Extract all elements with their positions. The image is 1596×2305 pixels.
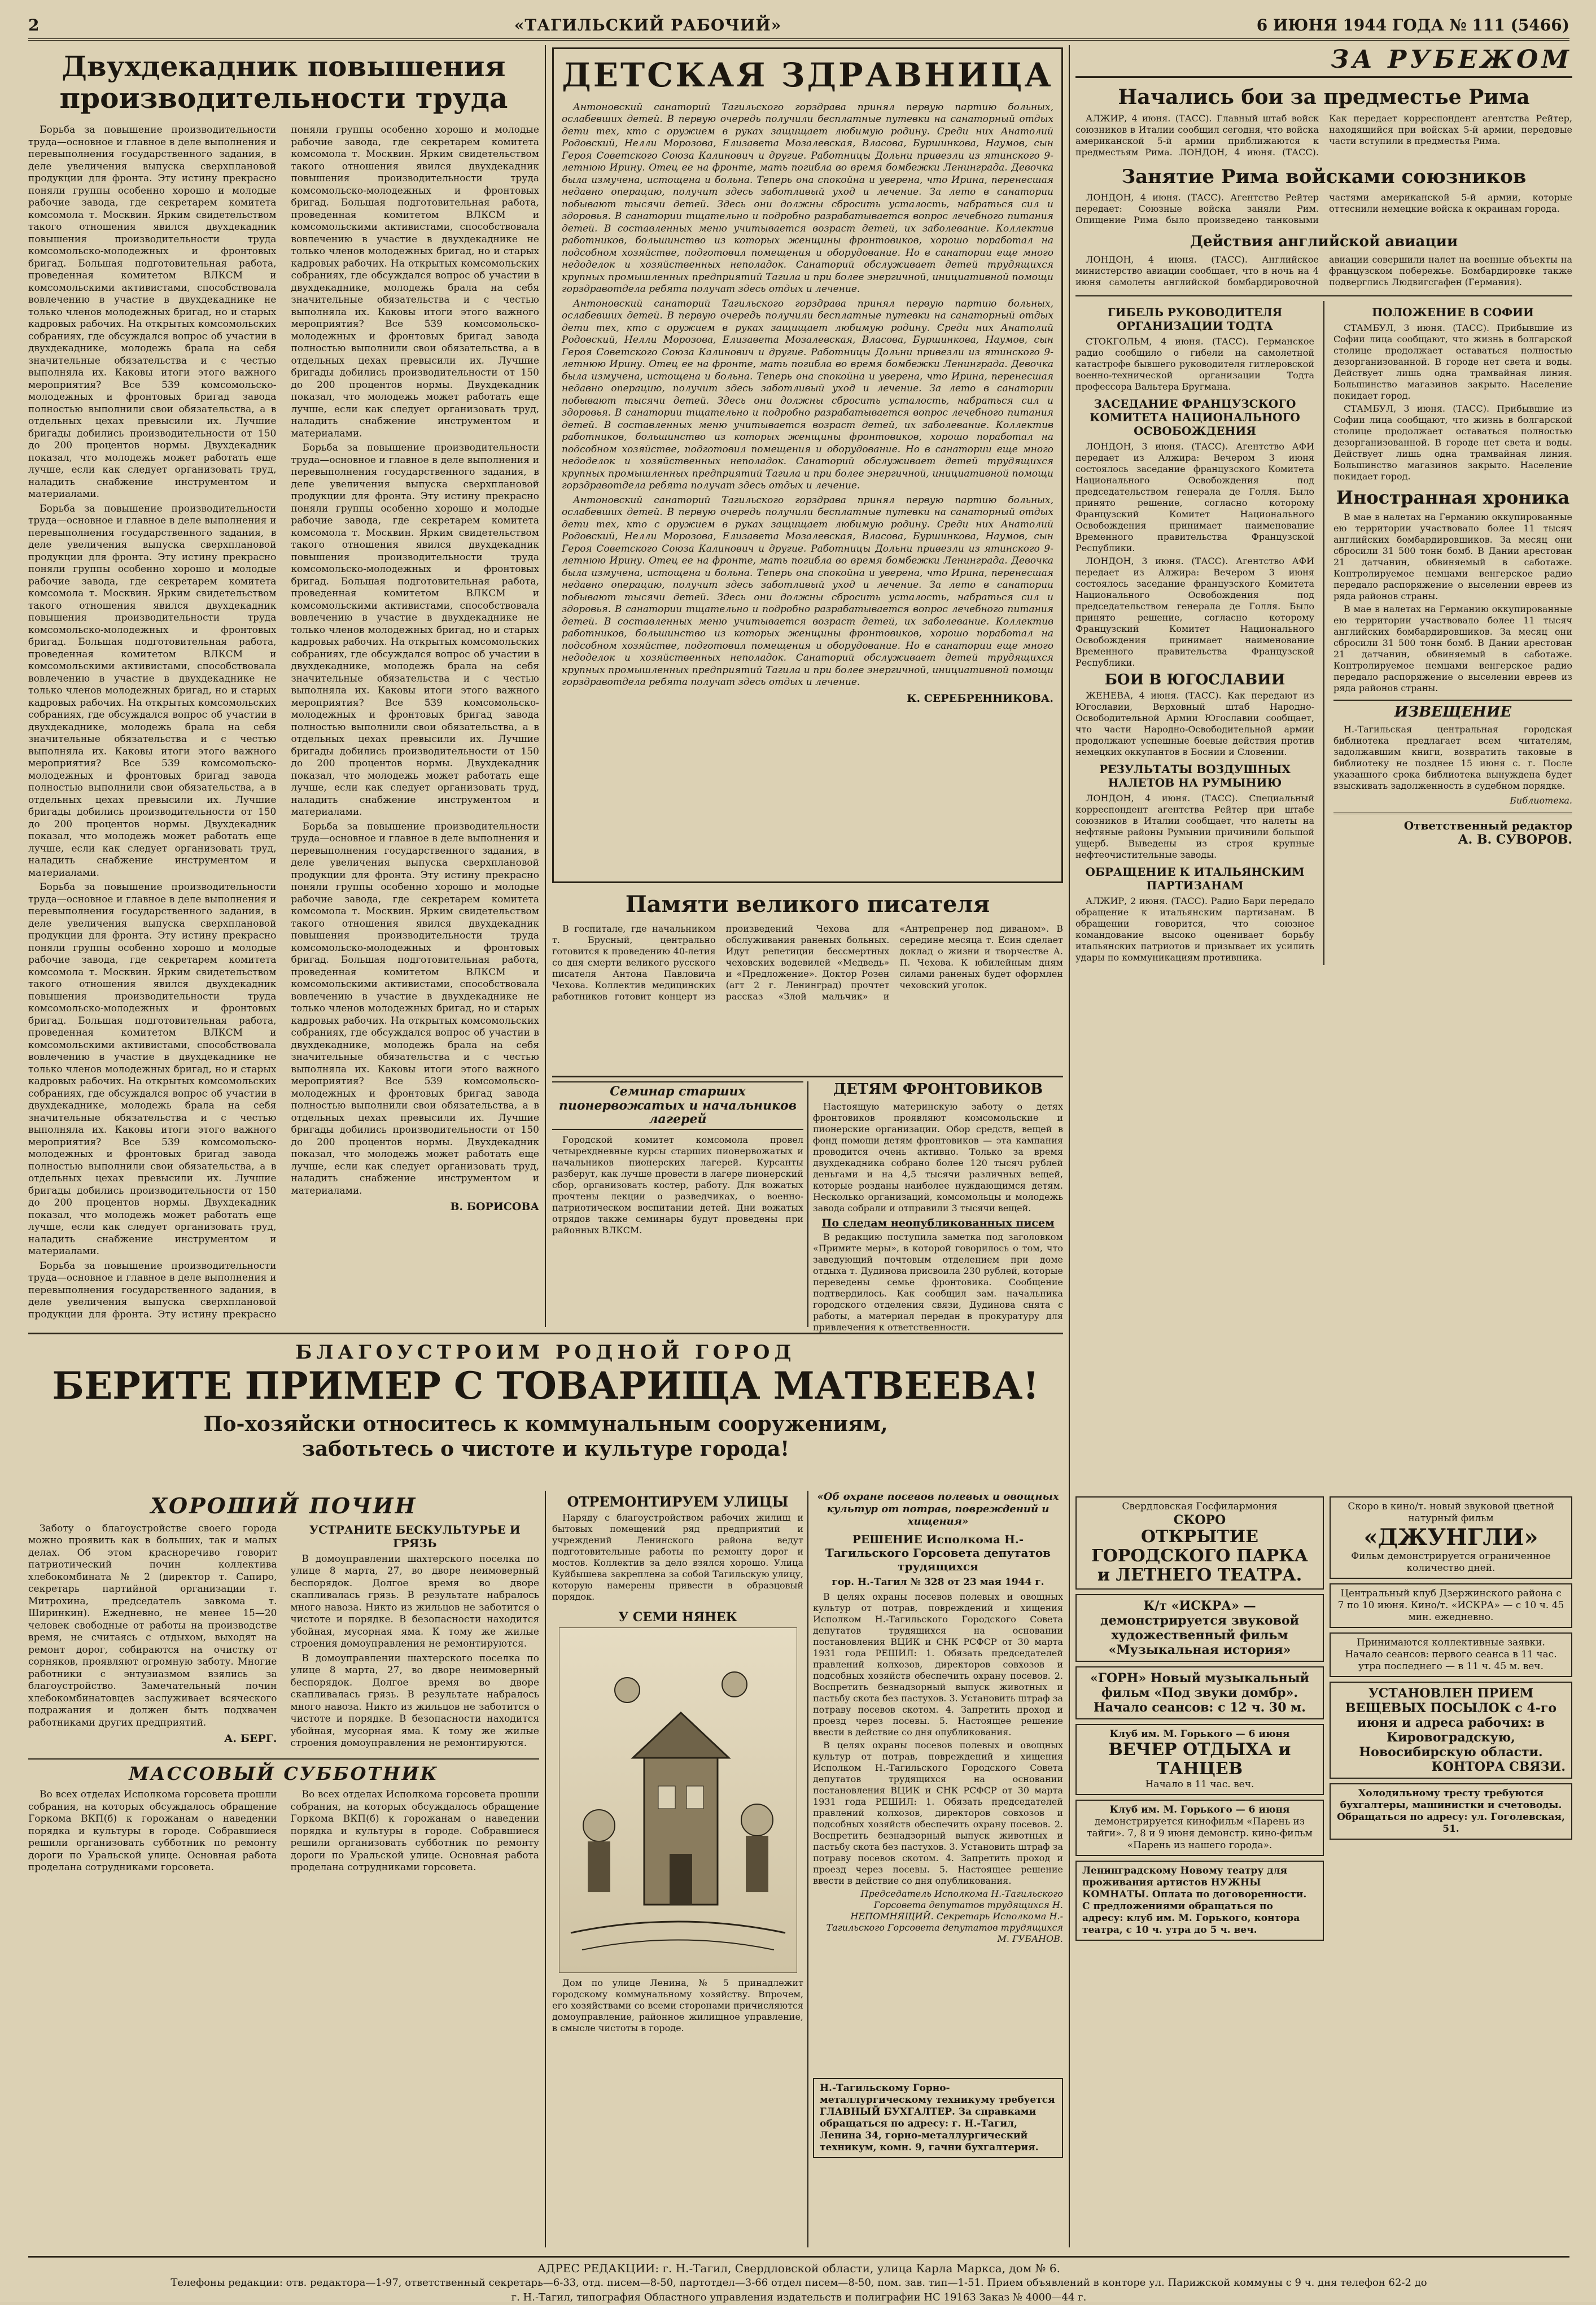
- article-zdravnica: [552, 47, 1063, 883]
- ad-vacancy-2: [1075, 1861, 1324, 1941]
- ad-gorn-text: «ГОРН» Новый музыкальный фильм «Под звуки домбр». Начало сеансов: с 12 ч. 30 м.: [1090, 1671, 1309, 1715]
- ad-dzhungli-title: «ДЖУНГЛИ»: [1363, 1524, 1538, 1551]
- reshenie-date: гор. Н.-Тагил № 328 от 23 мая 1944 г.: [832, 1577, 1044, 1588]
- subbotnik-body-continued: Во всех отделах Исполкома горсовета прошли собрания, на которых обсуждалось обращение Горкома ВКП(б) к горожанам о наведении порядка и культуры в городе. Собравшиеся решили организовать субботник по ремонту дороги по Уральской улице. Основная работа проделана сотрудниками горсовета.: [290, 1789, 539, 1874]
- signal-body: В редакцию поступила заметка под заголовком «Примите меры», в которой говорилось о том, что заведующий почтовым отделением при доме отдыха т. Дудинова присвоила 230 рублей, которые переведены семье фронтовика. Сообщение подтвердилось. Как сообщил зам. начальника городского отделения связи, Дудинова снята с работы, а материал передан в прокуратуру для привлечения к ответственности.: [813, 1232, 1063, 1333]
- pochin-title: ХОРОШИЙ ПОЧИН: [150, 1493, 417, 1518]
- ad-kollektiv: [1330, 1632, 1572, 1677]
- ustranit-body-continued: В домоуправлении шахтерского поселка по улице 8 марта, 27, во дворе неимоверный беспорядок. Долгое время во дворе скапливалась грязь. В результате набралось много навоза. Никто из жильцов не заботится о чистоте и порядке. В безопасности находится убойная, мусорная яма. К тому же жилые строения домоуправления не ремонтируются.: [290, 1652, 539, 1749]
- article-title: Двухдекадник повышения производительности труда: [59, 50, 508, 115]
- subbotnik-body: Во всех отделах Исполкома горсовета прошли собрания, на которых обсуждалось обращение Горкома ВКП(б) к горожанам о наведении порядка и культуры в городе. Собравшиеся решили организовать субботник по ремонту дороги по Уральской улице. Основная работа проделана сотрудниками горсовета.: [28, 1789, 277, 1874]
- pochin-body: Заботу о благоустройстве своего города можно проявить как в больших, так и малых делах. Об этом красноречиво говорит патриотический почин коллектива хлебокомбината № 2 (директор т. Сапиро, секретарь партийной организации т. Митрохина, председатель завкома т. Ширинкин). Ежедневно, не менее 15—20 человек свободные от работы на производстве время, не считаясь с отдыхом, выходят на ремонт дорог, собираются на очистку от сорняков, проявляют огромную заботу. Многие работники с энтузиазмом взялись за благоустройство. Замечательный почин хлебокомбинатовцев заслуживает всяческого подражания и должен быть подхвачен работниками других предприятий.: [28, 1522, 277, 1728]
- article-dvuhdekadnik: [28, 45, 539, 1327]
- right-subcolumn: [1333, 301, 1572, 965]
- banner-top-rule: [28, 1333, 1063, 1334]
- foreign-section: [1075, 45, 1572, 1491]
- zanyatie-body: ЛОНДОН, 4 июня. (ТАСС). Агентство Рейтер передает: Союзные войска заняли Рим. Опищение Рима было произведено танковыми частями американской 5-й армии, которые оттеснили немецкие войска к окраинам города.: [1075, 192, 1572, 226]
- vacancy-ad-1: [813, 2078, 1063, 2247]
- article-byline: В. БОРИСОВА: [450, 1200, 539, 1213]
- illustration-title: У СЕМИ НЯНЕК: [618, 1610, 737, 1625]
- ustranit-title: УСТРАНИТЕ БЕСКУЛЬТУРЬЕ И ГРЯЗЬ: [309, 1522, 521, 1550]
- banner-title: БЕРИТЕ ПРИМЕР С ТОВАРИЩА МАТВЕЕВА!: [52, 1364, 1039, 1408]
- reshenie-kicker: «Об охране посевов полевых и овощных культур от потрав, повреждений и хищения»: [817, 1491, 1059, 1527]
- article-pamyat: [552, 892, 1063, 1073]
- nalety-title: РЕЗУЛЬТАТЫ ВОЗДУШНЫХ НАЛЕТОВ НА РУМЫНИЮ: [1099, 762, 1291, 789]
- footer-printer: г. Н.-Тагил, типография Областного управления издательств и полиграфии НС 19163 Заказ № 4000—44 г.: [511, 2291, 1087, 2303]
- vacancy-1-text: Н.-Тагильскому Горно-металлургическому техникуму требуется ГЛАВНЫЙ БУХГАЛТЕР. За справками обращаться по адресу: г. Н.-Тагил, Ленина 34, горно-металлургический техникум, комн. 9, гачни бухгалтерия.: [820, 2083, 1055, 2153]
- reshenie-body: В целях охраны посевов полевых и овощных культур от потрав, повреждений и хищения Исполком Н.-Тагильского Городского Совета депутатов трудящихся на основании постановления ВЦИК и СНК РСФСР от 30 марта 1931 года РЕШИЛ: 1. Обязать председателей правлений колхозов, директоров совхозов и подсобных хозяйств обеспечить охрану посевов. 2. Воспретить безнадзорный выпуск животных и пастьбу скота без пастухов. 3. Установить штраф за потраву посевов скотом. 4. Запретить проход и проезд через посевы. 5. Настоящее решение ввести в действие со дня опубликования.: [813, 1591, 1063, 1738]
- otremontiruem-title: ОТРЕМОНТИРУЕМ УЛИЦЫ: [567, 1494, 789, 1510]
- article-body-continued-4: Борьба за повышение производительности труда—основное и главное в деле выполнения и перевыполнения государственного задания, в деле увеличения выпуска сверхплановой продукции для фронта. Эту истину прекрасно поняли группы особенно хорошо и молодые рабочие завода, где секретарем комитета комсомола т. Москвин. Ярким свидетельством такого отношения явился двухдекадник повышения производительности труда комсомольско-молодежных и фронтовых бригад. Большая подготовительная работа, проведенная комитетом ВЛКСМ и комсомольскими активистами, способствовала вовлечению в участие в двухдекаднике не только членов молодежных бригад, но и старых кадровых рабочих. На открытых комсомольских собраниях, где обсуждался вопрос об участии в двухдекаднике, молодежь брала на себя значительные обязательства и с честью выполняла их. Каковы итоги этого важного мероприятия? Все 539 комсомольско-молодежных и фронтовых бригад завода полностью выполнили свои обязательства, а в отдельных цехах превысили их. Лучшие бригады добились производительности от 150 до 200 процентов нормы. Двухдекадник показал, что молодежь может работать еще лучше, если как следует организовать труд, наладить снабжение инструментом и материалами.: [291, 442, 539, 818]
- ustranit-body: В домоуправлении шахтерского поселка по улице 8 марта, 27, во дворе неимоверный беспорядок. Долгое время во дворе скапливалась грязь. В результате набралось много навоза. Никто из жильцов не заботится о чистоте и порядке. В безопасности находится убойная, мусорная яма. К тому же жилые строения домоуправления не ремонтируются.: [290, 1553, 539, 1650]
- ad-posylki-text: УСТАНОВЛЕН ПРИЕМ ВЕЩЕВЫХ ПОСЫЛОК с 4-го июня и адреса рабочих: в Кировоградскую, Новосибирскую области.: [1345, 1686, 1557, 1760]
- issue-date: 6 ИЮНЯ 1944 ГОДА № 111 (5466): [1256, 15, 1569, 34]
- cartoon-drawing: [559, 1628, 797, 1972]
- ad-posylki: [1330, 1682, 1572, 1779]
- ad-klub-1-event: ВЕЧЕР ОТДЫХА и ТАНЦЕВ: [1108, 1740, 1291, 1779]
- ad-dzhungli-pre: Скоро в кино/т. новый звуковой цветной натурный фильм: [1348, 1501, 1554, 1524]
- article-deti: [813, 1081, 1063, 1333]
- aviacia-body: ЛОНДОН, 4 июня. (ТАСС). Английское министерство авиации сообщает, что в ночь на 4 июня самолеты английской бомбардировочной авиации совершили налет на военные объекты на французском побережье. Бомбардировке также подверглись Людвигсгафен (Германия).: [1075, 254, 1572, 287]
- ad-klub-dzer-text: Центральный клуб Дзержинского района с 7 по 10 июня. Кино/т. «ИСКРА» — с 10 ч. 45 мин. ежедневно.: [1337, 1588, 1564, 1623]
- cartoon-image: [559, 1627, 797, 1973]
- article-seminar: [552, 1081, 803, 1327]
- page-number: 2: [28, 15, 40, 34]
- article-body-continued-3: Борьба за повышение производительности труда—основное и главное в деле выполнения и перевыполнения государственного задания, в деле увеличения выпуска сверхплановой продукции для фронта. Эту истину прекрасно поняли группы особенно хорошо и молодые рабочие завода, где секретарем комитета комсомола т. Москвин. Ярким свидетельством такого отношения явился двухдекадник повышения производительности труда комсомольско-молодежных и фронтовых бригад. Большая подготовительная работа, проведенная комитетом ВЛКСМ и комсомольскими активистами, способствовала вовлечению в участие в двухдекаднике не только членов молодежных бригад, но и старых кадровых рабочих. На открытых комсомольских собраниях, где обсуждался вопрос об участии в двухдекаднике, молодежь брала на себя значительные обязательства и с честью выполняла их. Каковы итоги этого важного мероприятия? Все 539 комсомольско-молодежных и фронтовых бригад завода полностью выполнили свои обязательства, а в отдельных цехах превысили их. Лучшие бригады добились производительности от 150 до 200 процентов нормы. Двухдекадник показал, что молодежь может работать еще лучше, если как следует организовать труд, наладить снабжение инструментом и материалами.: [28, 124, 539, 1320]
- vacancy-2-text: Ленинградскому Новому театру для проживания артистов НУЖНЫ КОМНАТЫ. Оплата по договоренности. С предложениями обращаться по адресу: клуб им. М. Горького, контора театра, с 10 ч. утра до 5 ч. веч.: [1082, 1865, 1307, 1936]
- reshenie: [813, 1491, 1063, 2072]
- nalety-body: ЛОНДОН, 4 июня. (ТАСС). Специальный корреспондент агентства Рейтер при штабе союзников в Италии сообщает, что налеты на нефтяные районы Румынии причинили большой ущерб. Выведены из строя крупные нефтеочистительные заводы.: [1075, 793, 1314, 860]
- ad-buhgalter: [1330, 1783, 1572, 1840]
- reshenie-signature: Председатель Исполкома Н.-Тагильского Горсовета депутатов трудящихся Н. НЕПОМНЯЩИЙ. Секретарь Исполкома Н.-Тагильского Горсовета депутатов трудящихся М. ГУБАНОВ.: [826, 1888, 1063, 1944]
- article-body-continued: Антоновский санаторий Тагильского горздрава принял первую партию больных, ослабевших детей. В первую очередь получили бесплатные путевки на санаторный отдых дети тех, кто с оружием в руках защищает любимую родину. Среди них Анатолий Родовский, Нелли Морозова, Елизавета Мозалевская, Власова, Буршинкова, Наумов, сын Героя Советского Союза Калинович и другие. Работницы Дольни привезли из ятинского 9-летнюю Ирину. Отец ее на фронте, мать погибла во время бомбежки Ленинграда. Девочка была измучена, истощена и больна. Теперь она спокойна и уверена, что Ирина, перенесшая недавно операцию, получит здесь заботливый уход и лечение. За лето в санатории побывают тысячи детей. Здесь они должны сбросить усталость, набраться сил и здоровья. В санатории тщательно и подробно разрабатывается вопрос лечебного питания детей. В составленных меню учитывается возраст детей, их заболевание. Коллектив работников, большинство из которых женщины фронтовиков, хорошо поработал на подсобном хозяйстве, подготовил помещения и оборудование. Но в санатории еще много недоделок и хозяйственных неполадок. Санаторий обслуживает детей трудящихся крупных промышленных предприятий Тагила и при более энергичной, инициативной помощи горздравотдела ребята получат здесь отдых и лечение.: [562, 298, 1053, 492]
- ad-klub-2-title: Клуб им. М. Горького — 6 июня: [1109, 1804, 1290, 1815]
- reshenie-title: РЕШЕНИЕ Исполкома Н.-Тагильского Горсовета депутатов трудящихся: [825, 1533, 1051, 1573]
- aviacia-title: Действия английской авиации: [1190, 233, 1458, 251]
- pochin-byline: А. БЕРГ.: [224, 1732, 277, 1745]
- editor-name: А. В. СУВОРОВ.: [1458, 832, 1572, 847]
- ad-klub-1-time: Начало в 11 час. веч.: [1145, 1779, 1254, 1790]
- chronika-title: Иностранная хроника: [1336, 487, 1570, 508]
- article-body: Городской комитет комсомола провел четырехдневные курсы старших пионервожатых и начальников пионерских лагерей. Курсанты разберут, как лучше провести в лагере пионерский сбор, организовать костер, работу. Для вожатых прочтены лекции о разведчиках, о военно-патриотическом воспитании детей. Дни вожатых отрядов также семинары будут проведены при районных ВЛКСМ.: [552, 1134, 803, 1236]
- column-rule: [545, 45, 546, 1327]
- article-body: Настоящую материнскую заботу о детях фронтовиков проявляют комсомольские и пионерские организации. Обор средств, вещей в фонд помощи детям фронтовиков — эта кампания проводится очень активно. Только за время двухдекадника собрано более 120 тысяч рублей деньгами и на 4,5 тысячи различных вещей, которые розданы наиболее нуждающимся детям. Несколько организаций, комсомольцы и молодежь завода собрали и отправили 3 тысячи вещей.: [813, 1101, 1063, 1214]
- article-body: Антоновский санаторий Тагильского горздрава принял первую партию больных, ослабевших детей. В первую очередь получили бесплатные путевки на санаторный отдых дети тех, кто с оружием в руках защищает любимую родину. Среди них Анатолий Родовский, Нелли Морозова, Елизавета Мозалевская, Власова, Буршинкова, Наумов, сын Героя Советского Союза Калинович и другие. Работницы Дольни привезли из ятинского 9-летнюю Ирину. Отец ее на фронте, мать погибла во время бомбежки Ленинграда. Девочка была измучена, истощена и больна. Теперь она спокойна и уверена, что Ирина, перенесшая недавно операцию, получит здесь заботливый уход и лечение. За лето в санатории побывают тысячи детей. Здесь они должны сбросить усталость, набраться сил и здоровья. В санатории тщательно и подробно разрабатывается вопрос лечебного питания детей. В составленных меню учитывается возраст детей, их заболевание. Коллектив работников, большинство из которых женщины фронтовиков, хорошо поработал на подсобном хозяйстве, подготовил помещения и оборудование. Но в санатории еще много недоделок и хозяйственных неполадок. Санаторий обслуживает детей трудящихся крупных промышленных предприятий Тагила и при более энергичной, инициативной помощи горздравотдела ребята получат здесь отдых и лечение.: [562, 101, 1053, 295]
- article-title: Семинар старших пионервожатых и начальников лагерей: [552, 1081, 803, 1130]
- rim-title: Начались бои за предместье Рима: [1118, 85, 1530, 109]
- sofia-body-continued: СТАМБУЛ, 3 июня. (ТАСС). Прибывшие из Софии лица сообщают, что жизнь в болгарской столице продолжает оставаться полностью дезорганизованной. В городе нет света и воды. Действует лишь одна трамвайная линия. Большинство магазинов закрыто. Население покидает город.: [1333, 403, 1572, 482]
- remont-illustration: [552, 1491, 803, 2247]
- izveshenie-title: ИЗВЕЩЕНИЕ: [1333, 700, 1572, 721]
- ad-dzhungli-post: Фильм демонстрируется ограниченное количество дней.: [1351, 1551, 1551, 1574]
- ad-dzhungli: [1330, 1496, 1572, 1579]
- article-title: Памяти великого писателя: [625, 891, 990, 918]
- column-rule: [545, 1491, 546, 2247]
- ad-iskra-text: К/т «ИСКРА» — демонстрируется звуковой художественный фильм «Музыкальная история»: [1100, 1599, 1299, 1657]
- ad-kollektiv-text: Принимаются коллективные заявки. Начало сеансов: первого сеанса в 11 час. утра последнего — в 11 ч. 45 м. веч.: [1345, 1637, 1557, 1672]
- article-body-continued: Борьба за повышение производительности труда—основное и главное в деле выполнения и перевыполнения государственного задания, в деле увеличения выпуска сверхплановой продукции для фронта. Эту истину прекрасно поняли группы особенно хорошо и молодые рабочие завода, где секретарем комитета комсомола т. Москвин. Ярким свидетельством такого отношения явился двухдекадник повышения производительности труда комсомольско-молодежных и фронтовых бригад. Большая подготовительная работа, проведенная комитетом ВЛКСМ и комсомольскими активистами, способствовала вовлечению в участие в двухдекаднике не только членов молодежных бригад, но и старых кадровых рабочих. На открытых комсомольских собраниях, где обсуждался вопрос об участии в двухдекаднике, молодежь брала на себя значительные обязательства и с честью выполняла их. Каковы итоги этого важного мероприятия? Все 539 комсомольско-молодежных и фронтовых бригад завода полностью выполнили свои обязательства, а в отдельных цехах превысили их. Лучшие бригады добились производительности от 150 до 200 процентов нормы. Двухдекадник показал, что молодежь может работать еще лучше, если как следует организовать труд, наладить снабжение инструментом и материалами.: [28, 503, 277, 879]
- ad-klub-1: [1075, 1724, 1324, 1795]
- rim-body: АЛЖИР, 4 июня. (ТАСС). Главный штаб войск союзников в Италии сообщил сегодня, что войска американской 5-й армии приближаются к предместьям Рима. ЛОНДОН, 4 июня. (ТАСС). Как передает корреспондент агентства Рейтер, находящийся при войсках 5-й армии, передовые части вступили в предместья Рима.: [1075, 113, 1572, 158]
- page-footer: [28, 2256, 1569, 2305]
- section-rule: [552, 1076, 1063, 1077]
- izveshenie-signature: Библиотека.: [1510, 794, 1572, 806]
- article-body-continued-5: Борьба за повышение производительности труда—основное и главное в деле выполнения и перевыполнения государственного задания, в деле увеличения выпуска сверхплановой продукции для фронта. Эту истину прекрасно поняли группы особенно хорошо и молодые рабочие завода, где секретарем комитета комсомола т. Москвин. Ярким свидетельством такого отношения явился двухдекадник повышения производительности труда комсомольско-молодежных и фронтовых бригад. Большая подготовительная работа, проведенная комитетом ВЛКСМ и комсомольскими активистами, способствовала вовлечению в участие в двухдекаднике не только членов молодежных бригад, но и старых кадровых рабочих. На открытых комсомольских собраниях, где обсуждался вопрос об участии в двухдекаднике, молодежь брала на себя значительные обязательства и с честью выполняла их. Каковы итоги этого важного мероприятия? Все 539 комсомольско-молодежных и фронтовых бригад завода полностью выполнили свои обязательства, а в отдельных цехах превысили их. Лучшие бригады добились производительности от 150 до 200 процентов нормы. Двухдекадник показал, что молодежь может работать еще лучше, если как следует организовать труд, наладить снабжение инструментом и материалами.: [291, 820, 539, 1197]
- column-rule: [1069, 1491, 1070, 2247]
- ad-klub-2-text: демонстрируется кинофильм «Парень из тайги». 7, 8 и 9 июня демонстр. кино-фильм «Парень из нашего города».: [1087, 1816, 1313, 1851]
- otremontiruem-body: Наряду с благоустройством рабочих жилищ и бытовых помещений ряд предприятий и учреждений Ленинского района ведут подготовительные работы по ремонту дорог и мостов. Коллектив за дело взялся хорошо. Улица Куйбышева закреплена за собой Тагильскую улицу, которую намерены привести в образцовый порядок.: [552, 1512, 803, 1602]
- ad-klub-dzer: [1330, 1583, 1572, 1628]
- ad-klub-2: [1075, 1800, 1324, 1856]
- masthead: [28, 11, 1569, 41]
- article-title: ДЕТСКАЯ ЗДРАВНИЦА: [562, 56, 1053, 94]
- subbotnik-title: МАССОВЫЙ СУББОТНИК: [28, 1758, 539, 1784]
- gibel-title: ГИБЕЛЬ РУКОВОДИТЕЛЯ ОРГАНИЗАЦИИ ТОДТА: [1107, 305, 1283, 333]
- zasedanie-body-continued: ЛОНДОН, 3 июня. (ТАСС). Агентство АФИ передает из Алжира: Вечером 3 июня состоялось заседание французского Комитета Национального Освобождения под председательством генерала де Голля. Было принято решение, согласно которому Французский Комитет Национального Освобождения принимает наименование Временного правительства Французской Республики.: [1075, 556, 1314, 668]
- footer-phones: Телефоны редакции: отв. редактора—1-97, ответственный секретарь—6-33, отд. писем—8-50, партотдел—3-66 отдел писем—8-50, пом. зав. тип—1-51. Прием объявлений в конторе ул. Парижской коммуны с 9 ч. дня телефон 62-2 до: [170, 2277, 1427, 2289]
- article-byline: К. СЕРЕБРЕННИКОВА.: [907, 692, 1053, 705]
- ad-buhgalter-text: Холодильному тресту требуются бухгалтеры, машинистки и счетоводы. Обращаться по адресу: ул. Гоголевская, 51.: [1337, 1788, 1565, 1835]
- yugoslavia-body: ЖЕНЕВА, 4 июня. (ТАСС). Как передают из Югославии, Верховный штаб Народно-Освободительной Армии Югославии сообщает, что части Народно-Освободительной армии продолжают успешные боевые действия против немецких оккупантов в Боснии и Словении.: [1075, 690, 1314, 757]
- ad-gorn: [1075, 1666, 1324, 1719]
- article-body-continued-2: Антоновский санаторий Тагильского горздрава принял первую партию больных, ослабевших детей. В первую очередь получили бесплатные путевки на санаторный отдых дети тех, кто с оружием в руках защищает любимую родину. Среди них Анатолий Родовский, Нелли Морозова, Елизавета Мозалевская, Власова, Буршинкова, Наумов, сын Героя Советского Союза Калинович и другие. Работницы Дольни привезли из ятинского 9-летнюю Ирину. Отец ее на фронте, мать погибла во время бомбежки Ленинграда. Девочка была измучена, истощена и больна. Теперь она спокойна и уверена, что Ирина, перенесшая недавно операцию, получит здесь заботливый уход и лечение. За лето в санатории побывают тысячи детей. Здесь они должны сбросить усталость, набраться сил и здоровья. В санатории тщательно и подробно разрабатывается вопрос лечебного питания детей. В составленных меню учитывается возраст детей, их заболевание. Коллектив работников, большинство из которых женщины фронтовиков, хорошо поработал на подсобном хозяйстве, подготовил помещения и оборудование. Но в санатории еще много недоделок и хозяйственных неполадок. Санаторий обслуживает детей трудящихся крупных промышленных предприятий Тагила и при более энергичной, инициативной помощи горздравотдела ребята получат здесь отдых и лечение.: [562, 494, 1053, 688]
- illustration-caption: Дом по улице Ленина, № 5 принадлежит городскому коммунальному хозяйству. Впрочем, его хозяйствами со всеми сторонами причисляются домоуправление, районное жилищное управление, в смысле чистоты в городе.: [552, 1977, 803, 2033]
- column-rule: [1069, 45, 1070, 1491]
- column-rule: [807, 1081, 808, 1327]
- chronika-body-continued: В мае в налетах на Германию оккупированные ею территории участвовало более 11 тысяч английских бомбардировщиков. За месяц они сбросили 31 500 тонн бомб. В Дании арестован 21 датчанин, обвиняемый в саботаже. Контролируемое немцами венгерское радио передало распоряжение о выселении евреев из ряда районов страны.: [1333, 603, 1572, 693]
- signal-title: По следам неопубликованных писем: [821, 1217, 1055, 1230]
- ad-filarmonia: [1075, 1496, 1324, 1590]
- sofia-title: ПОЛОЖЕНИЕ В СОФИИ: [1372, 305, 1534, 319]
- yugoslavia-title: БОИ В ЮГОСЛАВИИ: [1104, 671, 1285, 688]
- editor-label: Ответственный редактор: [1403, 818, 1572, 832]
- city-articles: [28, 1491, 539, 2247]
- article-title: ДЕТЯМ ФРОНТОВИКОВ: [833, 1081, 1043, 1098]
- gibel-body: СТОКГОЛЬМ, 4 июня. (ТАСС). Германское радио сообщило о гибели на самолетной катастрофе бывшего руководителя гитлеровской военно-технической организации Тодта профессора Вальтера Бругмана.: [1075, 336, 1314, 392]
- ad-sgf-title: ОТКРЫТИЕ ГОРОДСКОГО ПАРКА и ЛЕТНЕГО ТЕАТРА.: [1091, 1527, 1308, 1585]
- section-title: ЗА РУБЕЖОМ: [1075, 45, 1572, 78]
- article-body-continued-2: Борьба за повышение производительности труда—основное и главное в деле выполнения и перевыполнения государственного задания, в деле увеличения выпуска сверхплановой продукции для фронта. Эту истину прекрасно поняли группы особенно хорошо и молодые рабочие завода, где секретарем комитета комсомола т. Москвин. Ярким свидетельством такого отношения явился двухдекадник повышения производительности труда комсомольско-молодежных и фронтовых бригад. Большая подготовительная работа, проведенная комитетом ВЛКСМ и комсомольскими активистами, способствовала вовлечению в участие в двухдекаднике не только членов молодежных бригад, но и старых кадровых рабочих. На открытых комсомольских собраниях, где обсуждался вопрос об участии в двухдекаднике, молодежь брала на себя значительные обязательства и с честью выполняла их. Каковы итоги этого важного мероприятия? Все 539 комсомольско-молодежных и фронтовых бригад завода полностью выполнили свои обязательства, а в отдельных цехах превысили их. Лучшие бригады добились производительности от 150 до 200 процентов нормы. Двухдекадник показал, что молодежь может работать еще лучше, если как следует организовать труд, наладить снабжение инструментом и материалами.: [28, 881, 277, 1257]
- zanyatie-title: Занятие Рима войсками союзников: [1121, 165, 1527, 189]
- obrashenie-body: АЛЖИР, 2 июня. (ТАСС). Радио Бари передало обращение к итальянским партизанам. В обращении говорится, что союзное командование высоко оценивает борьбу итальянских патриотов и призывает их усилить удары по коммуникациям противника.: [1075, 896, 1314, 963]
- ad-klub-1-title: Клуб им. М. Горького — 6 июня: [1109, 1728, 1290, 1740]
- chronika-body: В мае в налетах на Германию оккупированные ею территории участвовало более 11 тысяч английских бомбардировщиков. За месяц они сбросили 31 500 тонн бомб. В Дании арестован 21 датчанин, обвиняемый в саботаже. Контролируемое немцами венгерское радио передало распоряжение о выселении евреев из ряда районов страны.: [1333, 511, 1572, 601]
- article-body: В госпитале, где начальником т. Брусный, центрально готовится к проведению 40-летия со дня смерти великого русского писателя Антона Павловича Чехова. Коллектив медицинских работников готовит концерт из произведений Чехова для обслуживания раненых больных. Идут репетиции бессмертных чеховских водевилей «Медведь» и «Предложение». Доктор Розен (агт 2 г. Ленинград) прочтет рассказ «Злой мальчик» и «Антрепренер под диваном». В середине месяца т. Есин сделает доклад о жизни и творчестве А. П. Чехова. К юбилейным дням силами раненых будет оформлен чеховский уголок.: [552, 923, 1063, 1002]
- obrashenie-title: ОБРАЩЕНИЕ К ИТАЛЬЯНСКИМ ПАРТИЗАНАМ: [1085, 865, 1305, 892]
- ad-sgf-soon: СКОРО: [1173, 1513, 1226, 1527]
- ads-column-left: [1075, 1496, 1324, 2247]
- banner-subtitle: По-хозяйски относитесь к коммунальным сооружениям, заботьтесь о чистоте и культуре города!: [203, 1412, 888, 1461]
- ad-sgf-label: Свердловская Госфилармония: [1122, 1501, 1278, 1512]
- izveshenie-body: Н.-Тагильская центральная городская библиотека предлагает всем читателям, задолжавшим книги, возвратить таковые в библиотеку не позднее 15 июня с. г. После указанного срока библиотека вынуждена будет взыскивать задолженность в судебном порядке.: [1333, 723, 1572, 791]
- footer-address: АДРЕС РЕДАКЦИИ: г. Н.-Тагил, Свердловской области, улица Карла Маркса, дом № 6.: [537, 2262, 1060, 2275]
- ad-posylki-sign: КОНТОРА СВЯЗИ.: [1431, 1760, 1566, 1774]
- banner-kicker: БЛАГОУСТРОИМ РОДНОЙ ГОРОД: [295, 1341, 796, 1364]
- sofia-body: СТАМБУЛ, 3 июня. (ТАСС). Прибывшие из Софии лица сообщают, что жизнь в болгарской столице продолжает оставаться полностью дезорганизованной. В городе нет света и воды. Действует лишь одна трамвайная линия. Большинство магазинов закрыто. Население покидает город.: [1333, 322, 1572, 401]
- city-banner: [28, 1338, 1063, 1485]
- column-rule: [807, 1491, 808, 2247]
- ad-iskra: [1075, 1594, 1324, 1662]
- left-subcolumn: [1075, 301, 1314, 965]
- paper-name: «ТАГИЛЬСКИЙ РАБОЧИЙ»: [514, 15, 782, 34]
- zasedanie-body: ЛОНДОН, 3 июня. (ТАСС). Агентство АФИ передает из Алжира: Вечером 3 июня состоялось заседание французского Комитета Национального Освобождения под председательством генерала де Голля. Было принято решение, согласно которому Французский Комитет Национального Освобождения принимает наименование Временного правительства Французской Республики.: [1075, 441, 1314, 553]
- ads-column-right: [1330, 1496, 1572, 2247]
- zasedanie-title: ЗАСЕДАНИЕ ФРАНЦУЗСКОГО КОМИТЕТА НАЦИОНАЛЬНОГО ОСВОБОЖДЕНИЯ: [1090, 397, 1300, 438]
- article-body: Борьба за повышение производительности труда—основное и главное в деле выполнения и перевыполнения государственного задания, в деле увеличения выпуска сверхплановой продукции для фронта. Эту истину прекрасно поняли группы особенно хорошо и молодые рабочие завода, где секретарем комитета комсомола т. Москвин. Ярким свидетельством такого отношения явился двухдекадник повышения производительности труда комсомольско-молодежных и фронтовых бригад. Большая подготовительная работа, проведенная комитетом ВЛКСМ и комсомольскими активистами, способствовала вовлечению в участие в двухдекаднике не только членов молодежных бригад, но и старых кадровых рабочих. На открытых комсомольских собраниях, где обсуждался вопрос об участии в двухдекаднике, молодежь брала на себя значительные обязательства и с честью выполняла их. Каковы итоги этого важного мероприятия? Все 539 комсомольско-молодежных и фронтовых бригад завода полностью выполнили свои обязательства, а в отдельных цехах превысили их. Лучшие бригады добились производительности от 150 до 200 процентов нормы. Двухдекадник показал, что молодежь может работать еще лучше, если как следует организовать труд, наладить снабжение инструментом и материалами.: [28, 124, 277, 500]
- reshenie-body-continued: В целях охраны посевов полевых и овощных культур от потрав, повреждений и хищения Исполком Н.-Тагильского Городского Совета депутатов трудящихся на основании постановления ВЦИК и СНК РСФСР от 30 марта 1931 года РЕШИЛ: 1. Обязать председателей правлений колхозов, директоров совхозов и подсобных хозяйств обеспечить охрану посевов. 2. Воспретить безнадзорный выпуск животных и пастьбу скота без пастухов. 3. Установить штраф за потраву посевов скотом. 4. Запретить проход и проезд через посевы. 5. Настоящее решение ввести в действие со дня опубликования.: [813, 1740, 1063, 1886]
